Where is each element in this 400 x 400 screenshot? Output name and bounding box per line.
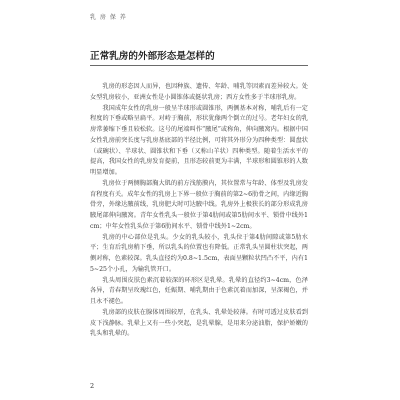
paragraph: 我国成年女性的乳房一般呈半球形或圆锥形，两侧基本对称，哺乳后有一定程度的下垂或略呈扁平。对峙于胸前，形状犹像两个倒立的过号。老年妇女的乳房常萎缩下垂且较松软。这号的尾端叫作“腋尾”或称角，伸向腋窝内。根据中国女性乳房前突长度与乳房基底部的半径比例，可将其外形分为四种类型：圆盘状（或碗状）、半球状、圆锥状和下垂（又称山羊状）四种类型。随着生活水平的提高，我国女性的乳房发育提前，且形态较前更为丰满，半球形和圆锥形的人数明显增加。 — [90, 104, 308, 176]
paragraph: 乳头周围皮肤色素沉着较深的环形区是乳晕。乳晕的直径约3~4cm，色泽各异，青春期呈玫瑰红色，妊娠期、哺乳期由于色素沉着而加深，呈深褐色，并且永不褪色。 — [90, 276, 308, 305]
paragraph: 乳房的中心部位是乳头。少女的乳头较小，乳头位于第4肋间隙或第5肋水平；生育后乳房稍下垂，所以乳头的位置也有降低。正常乳头呈圆柱状突起，两侧对称，色素较深。乳头直径约为0.8~1.5cm，表面呈颗粒状凹凸不平，内有15~25个小孔，为输乳管开口。 — [90, 233, 308, 273]
running-header: 乳 房 保 养 — [90, 14, 127, 21]
page-number: 2 — [90, 382, 95, 390]
title-underline-rule — [90, 65, 308, 66]
paragraph: 乳房位于两侧胸部胸大肌的前方浅筋膜内，其位置常与年龄、体型及乳房发育程度有关。成年女性的乳房上下界一般位于胸前的第2~6肋骨之间，内缘近胸骨旁，外缘达腋前线，乳房肥大时可达腋中线。乳房外上极狭长的部分形成乳房腋尾部伸向腋窝。青年女性乳头一般位于第4肋间或第5肋间水平、锁骨中线外1cm；中年女性乳头位于第6肋间水平、锁骨中线外1~2cm。 — [90, 179, 308, 230]
paragraph: 乳房的形态因人而异，也因种族、遗传、年龄、哺乳等因素而差异较大。处女型乳房较小，亚洲女性是小圆锥体或挺状乳房；西方女性多于半球形乳房。 — [90, 83, 308, 101]
section-title: 正常乳房的外部形态是怎样的 — [90, 51, 215, 62]
section-heading — [90, 48, 308, 68]
paragraph: 乳房部的皮肤在腺体周围较厚，在乳头、乳晕处较薄。有时可透过皮肤看到皮下浅静脉。乳晕上又有一些小突起，是乳晕腺，是用来分泌油脂，保护娇嫩的乳头和乳晕的。 — [90, 308, 308, 338]
body-text — [90, 82, 308, 340]
